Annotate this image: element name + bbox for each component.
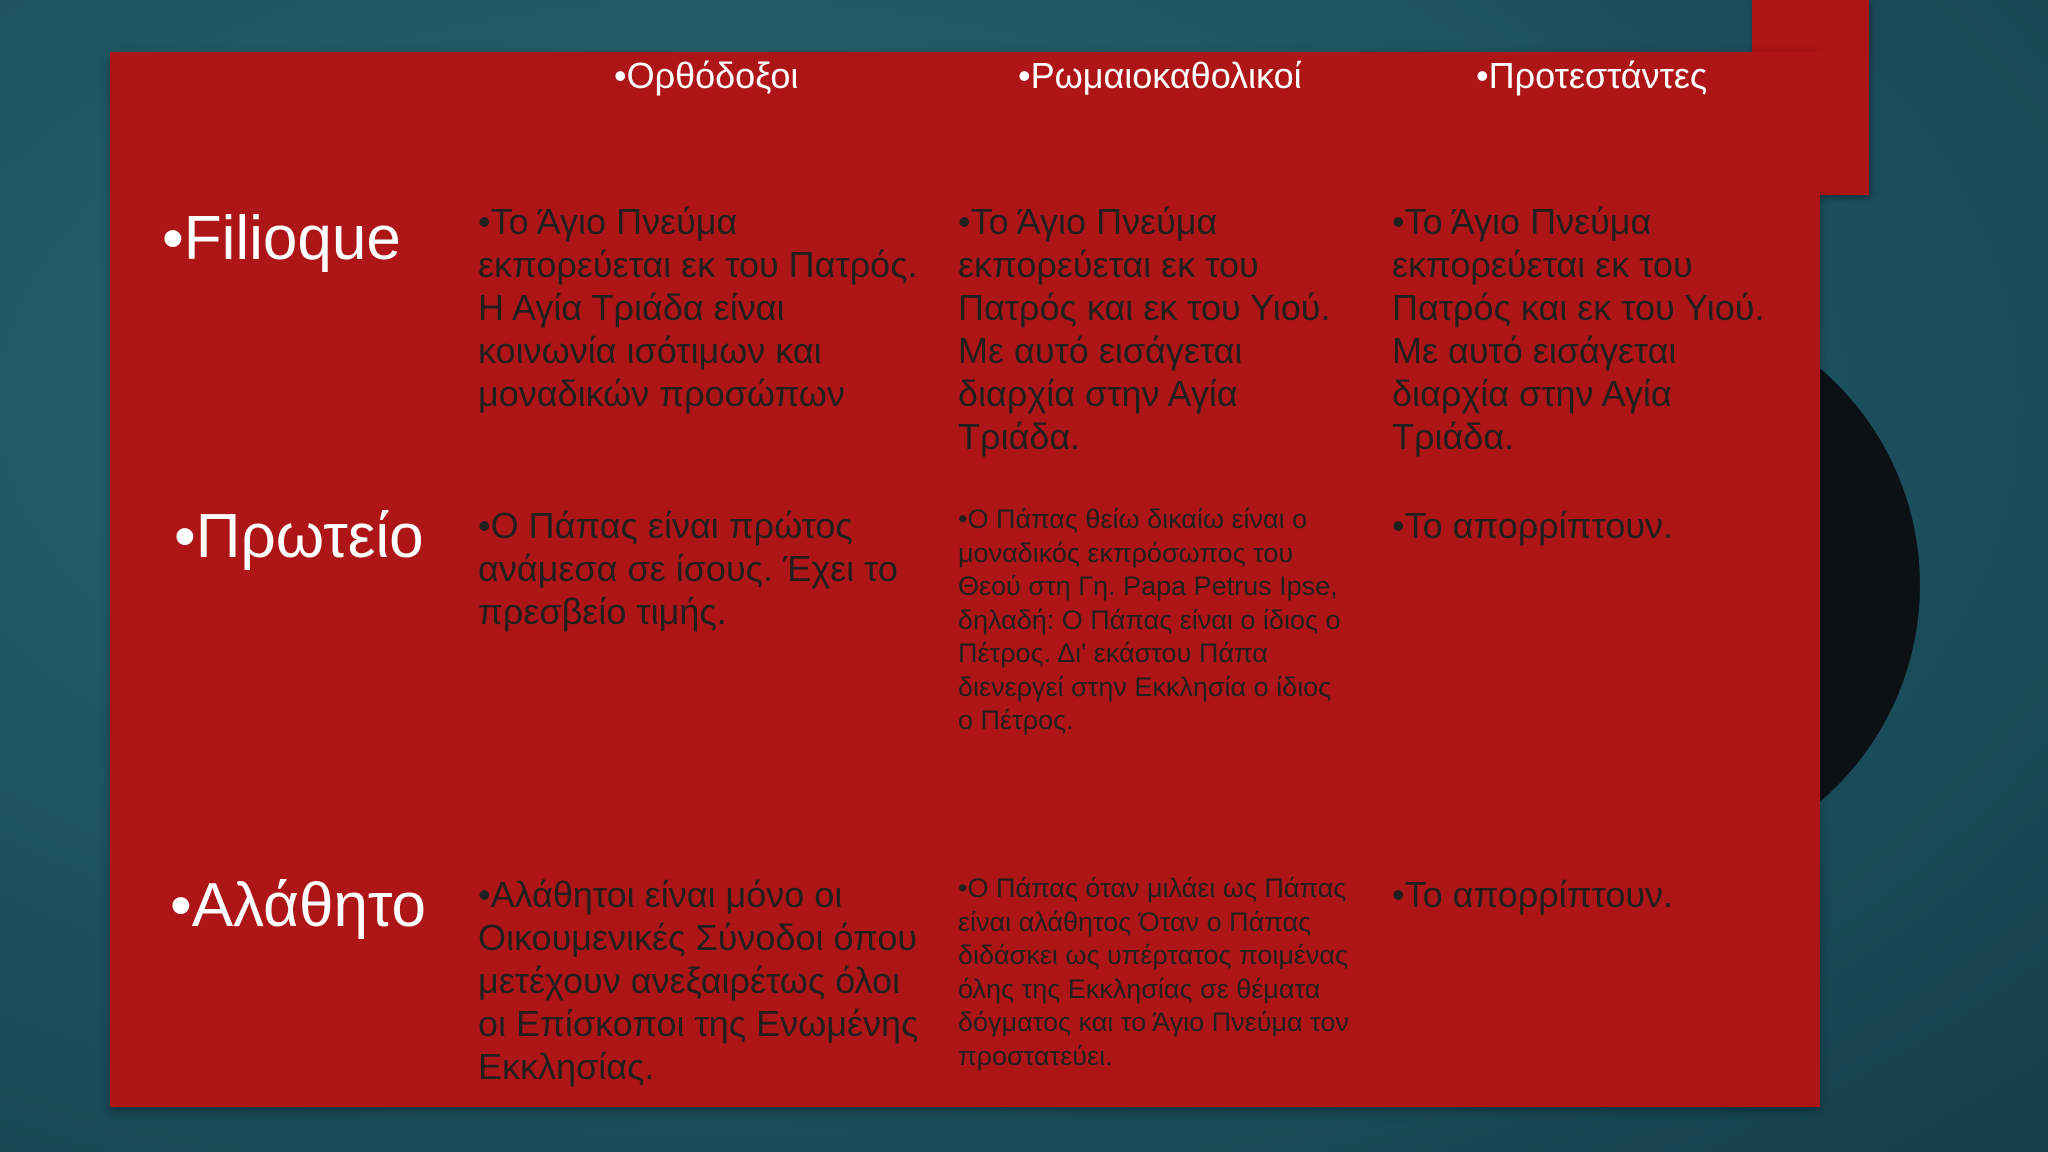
row-header-primacy: •Πρωτείο bbox=[174, 502, 424, 571]
column-header-orthodox: •Ορθόδοξοι bbox=[614, 55, 799, 96]
cell-infallibility-protestant: •Το απορρίπτουν. bbox=[1392, 874, 1674, 915]
cell-primacy-catholic: •Ο Πάπας θείω δικαίω είναι ο μοναδικός εκπρόσωπος του Θεού στη Γη. Papa Petrus Ipse, δηλαδή: Ο Πάπας είναι ο ίδιος ο Πέτρος. Δι' εκάστου Πάπα διενεργεί στην Εκκλησία ο ίδιος ο Πέτρος. bbox=[958, 504, 1341, 735]
cell-primacy-protestant: •Το απορρίπτουν. bbox=[1392, 505, 1674, 546]
cell-infallibility-catholic: •Ο Πάπας όταν μιλάει ως Πάπας είναι αλάθητος Όταν ο Πάπας διδάσκει ως υπέρτατος ποιμένας όλης της Εκκλησίας σε θέματα δόγματος και το Άγιο Πνεύμα τον προστατεύει. bbox=[958, 873, 1349, 1071]
column-header-protestant: •Προτεστάντες bbox=[1476, 55, 1708, 96]
cell-filioque-catholic: •Το Άγιο Πνεύμα εκπορεύεται εκ του Πατρός και εκ του Υιού. Με αυτό εισάγεται διαρχία στην Αγία Τριάδα. bbox=[958, 201, 1331, 457]
row-header-infallibility: •Αλάθητο bbox=[170, 871, 427, 940]
cell-infallibility-orthodox: •Αλάθητοι είναι μόνο οι Οικουμενικές Σύνοδοι όπου μετέχουν ανεξαιρέτως όλοι οι Επίσκοποι της Ενωμένης Εκκλησίας. bbox=[478, 874, 919, 1087]
column-header-catholic: •Ρωμαιοκαθολικοί bbox=[1018, 55, 1302, 96]
cell-primacy-orthodox: •Ο Πάπας είναι πρώτος ανάμεσα σε ίσους. Έχει το πρεσβείο τιμής. bbox=[478, 505, 898, 632]
cell-filioque-orthodox: •Το Άγιο Πνεύμα εκπορεύεται εκ του Πατρός. Η Αγία Τριάδα είναι κοινωνία ισότιμων και μοναδικών προσώπων bbox=[478, 201, 918, 414]
decorative-red-tab-join bbox=[1752, 52, 1869, 192]
cell-filioque-protestant: •Το Άγιο Πνεύμα εκπορεύεται εκ του Πατρός και εκ του Υιού. Με αυτό εισάγεται διαρχία στην Αγία Τριάδα. bbox=[1392, 201, 1765, 457]
row-header-filioque: •Filioque bbox=[162, 204, 401, 273]
